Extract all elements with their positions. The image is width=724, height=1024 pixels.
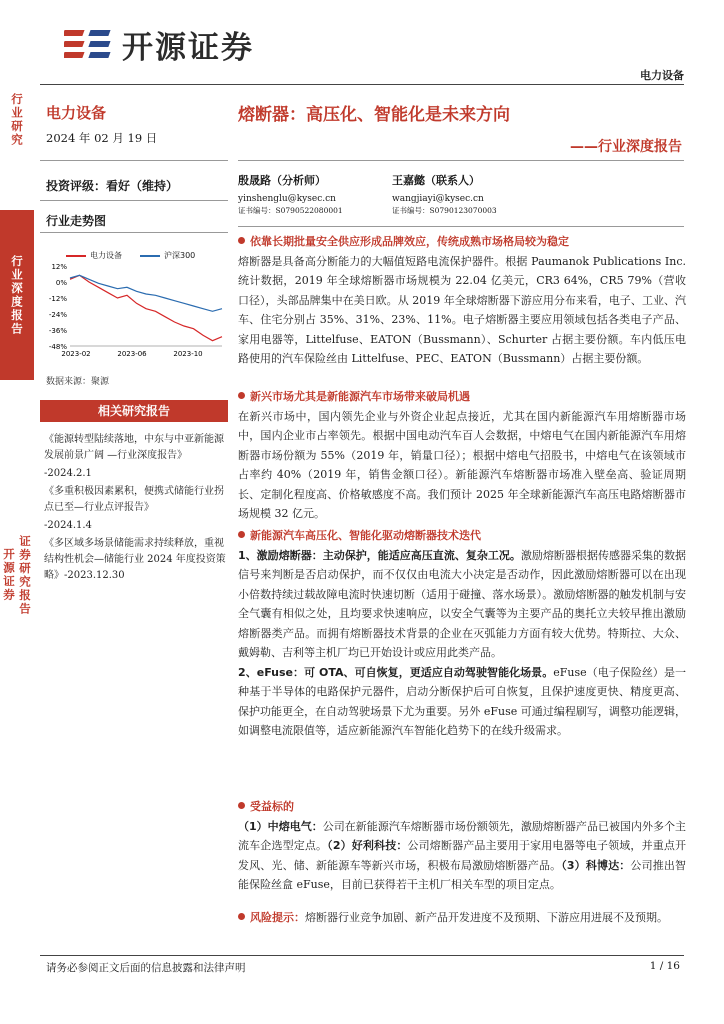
section-heading-text: 新兴市场尤其是新能源汽车市场带来破局机遇 [250,390,470,403]
legend-label: 电力设备 [90,251,122,260]
y-tick-label: -12% [48,295,67,303]
industry-name: 电力设备 [46,104,107,122]
legend-label: 沪深300 [164,251,196,260]
report-subtitle: ——行业深度报告 [570,139,682,155]
series-line [70,275,222,311]
company-desc: 公司在新能源汽车熔断器市场份额领先，激励熔断器产品已被国内外多个主流车企选型定点。 [238,819,687,852]
section-tag: 电力设备 [640,69,684,82]
legend-swatch-red [66,255,86,257]
side-tab-securities [0,500,34,650]
company-name: （2）好利科技： [327,839,408,852]
section-1 [238,232,686,369]
divider [40,160,228,161]
related-reports-title: 相关研究报告 [40,400,228,422]
divider [238,160,684,161]
bullet-icon [238,913,245,920]
analyst-cert: 证书编号：S0790522080001 [238,206,343,215]
section-body: 熔断器是具备高分断能力的大幅值短路电流保护器件。根据 Paumanok Publications Inc.统计数据，2019 年全球熔断器市场规模为 22.04 亿美元，CR3 64%，CR5 79%（营收口径），头部品牌集中在美日欧。从 2019 年全球熔断器下游应用分布来看，电子、工业、汽车、住宅分别占 35%、31%、23%、11%。电子熔断器主要应用领域包括各类电子产品、家用电器等，Littelfuse、EATON（Bussmann）、Schurter 占据主要份额。车内低压电路使用的汽车保险丝由 Littelfuse、PEC、EATON（Bussmann）占据主要份额。 [238,254,686,365]
bullet-icon [238,802,245,809]
related-report-date: -2024.2.1 [44,468,92,479]
side-tab-label: 行业研究 [10,93,24,147]
y-tick-label: 12% [51,263,67,271]
contact-email[interactable]: wangjiayi@kysec.cn [392,194,484,204]
section-heading [238,232,686,252]
bullet-icon [238,531,245,538]
section-heading [238,387,686,407]
report-date: 2024 年 02 月 19 日 [46,131,158,145]
x-tick-label: 2023-10 [173,350,203,358]
divider [40,232,228,233]
brand-name: 开源证券 [122,30,254,66]
company-desc: 公司推出智能保险丝盒 eFuse，目前已获得若干主机厂相关车型的项目定点。 [238,858,687,891]
industry-trend-chart [40,260,230,365]
risk-heading: 风险提示： [250,911,305,924]
paragraph [238,546,686,663]
paragraph-heading: 2、eFuse：可 OTA、可自恢复，更适应自动驾驶智能化场景。 [238,665,554,679]
related-report[interactable]: 《多重积极因素累积，便携式储能行业拐点已至—行业点评报告》 [44,486,224,513]
related-reports-list [44,432,228,586]
paragraph-text: eFuse（电子保险丝）是一种基于半导体的电路保护元器件，启动分断保护后可自恢复，且保护速度更快、精度更高、保护功能更全，在自动驾驶场景下尤为重要。另外 eFuse 可通过编程刷写，调整功能逻辑，如调整电流限值等，适应新能源汽车智能化趋势下的在线升级需求。 [238,665,686,737]
section-heading-text: 受益标的 [250,800,294,813]
paragraph-heading: 1、激励熔断器：主动保护，能适应高压直流、复杂工况。 [238,548,521,562]
company-desc: 公司熔断器产品主要用于家用电器等电子领域，并重点开发风、光、储、新能源车等新兴市场，积极布局激励熔断器产品。 [238,839,687,872]
header-divider [40,84,684,85]
bullet-icon [238,392,245,399]
legend-swatch-blue [140,255,160,257]
section-body: 在新兴市场中，国内领先企业与外资企业起点接近，尤其在国内新能源汽车用熔断器市场中，国内企业市占率领先。根据中国电动汽车百人会数据，中熔电气在国内新能源汽车用熔断器市场份额为 55%（2019 年，销量口径）；根据中熔电气招股书，中熔电气在该领域市占率约 40%（2019 年，销售金额口径）。新能源汽车熔断器市场准入壁垒高、验证周期长、定制化程度高、价格敏感度不高。我们预计 2025 年全球新能源汽车高压电路熔断器市场规模 32 亿元。 [238,409,686,520]
company-name: （1）中熔电气： [238,819,323,833]
section-4 [238,797,686,895]
company-name: （3）科博达： [561,858,631,872]
side-tab-deep-report [0,210,34,380]
x-tick-label: 2023-06 [117,350,147,358]
divider [40,200,228,201]
divider [238,226,684,227]
beneficiaries-text [238,817,686,895]
section-heading-text: 依靠长期批量安全供应形成品牌效应，传统成熟市场格局较为稳定 [250,235,569,248]
contact-cert: 证书编号：S0790123070003 [392,206,497,215]
analyst-name: 殷晟路（分析师） [238,174,326,187]
paragraph-text: 激励熔断器根据传感器采集的数据信号来判断是否启动保护，而不仅仅由电流大小决定是否动作，因此激励熔断器可以在出现小倍数持续过载故障电流时快速切断（适用于碰撞、落水场景）。激励熔断器的触发机制与安全气囊有相似之处，且均要求快速响应，以安全气囊等为主要产品的奥托立夫较早推出激励熔断器类产品。而拥有熔断器技术背景的企业在灭弧能力方面有较大优势。特斯拉、大众、戴姆勒、吉利等主机厂均已开始设计或应用此类产品。 [238,548,687,659]
related-report[interactable]: 《能源转型陆续落地，中东与中亚新能源发展前景广阔 —行业深度报告》 [44,434,224,461]
brand-logo-icon [64,26,120,62]
x-tick-label: 2023-02 [61,350,91,358]
disclaimer-note: 请务必参阅正文后面的信息披露和法律声明 [46,962,246,974]
side-tab-industry-research [0,70,34,170]
section-heading [238,526,686,546]
section-2 [238,387,686,524]
section-3 [238,526,686,741]
related-report-date: -2024.1.4 [44,520,92,531]
y-tick-label: -24% [48,311,67,319]
trend-chart-title: 行业走势图 [46,214,107,228]
risk-text: 熔断器行业竞争加剧、新产品开发进度不及预期、下游应用进展不及预期。 [305,911,668,924]
page-number: 1 / 16 [649,960,680,972]
section-heading-text: 新能源汽车高压化、智能化驱动熔断器技术迭代 [250,529,481,542]
investment-rating: 投资评级：看好（维持） [46,179,179,193]
side-tab-label: 证券研究报告 [18,534,32,616]
y-tick-label: 0% [55,279,67,287]
paragraph [238,663,686,741]
related-report[interactable]: 《多区域多场景储能需求持续释放，重视结构性机会—储能行业 2024 年度投资策略》-2023.12.30 [44,538,226,581]
section-heading [238,797,686,817]
bullet-icon [238,237,245,244]
risk-section [238,908,686,928]
contact-card [392,175,497,217]
y-tick-label: -36% [48,327,67,335]
side-tab-label: 开源证券 [2,548,16,602]
analyst-email[interactable]: yinshenglu@kysec.cn [238,194,336,204]
y-tick-label: -48% [48,343,67,351]
side-tab-label: 行业深度报告 [10,254,24,336]
report-title: 熔断器：高压化、智能化是未来方向 [238,105,510,125]
footer-divider [40,955,684,956]
data-source: 数据来源：聚源 [46,377,110,387]
analyst-card [238,175,343,217]
contact-name: 王嘉懿（联系人） [392,174,480,187]
